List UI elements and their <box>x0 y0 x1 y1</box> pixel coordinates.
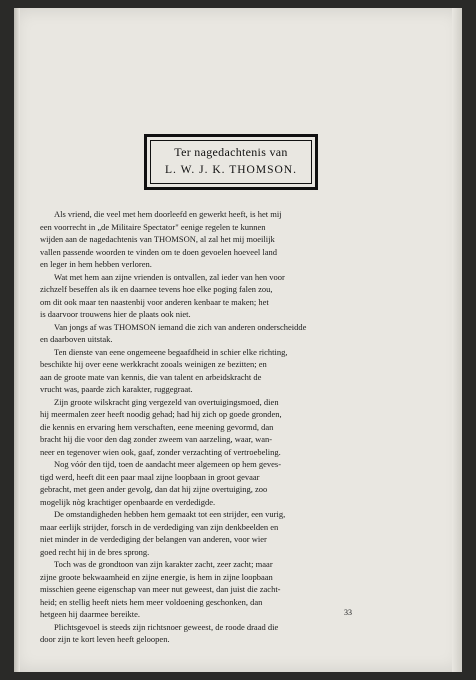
text-line: hij meermalen zeer heeft noodig gehad; had hij zich op goede gronden, <box>40 409 282 419</box>
text-line: wijden aan de nagedachtenis van THOMSON, al zal het mij moeilijk <box>40 234 275 244</box>
text-line: gebracht, met geen ander gevolg, dan dat hij zijne overtuiging, zoo <box>40 484 268 494</box>
text-line: Van jongs af was THOMSON iemand die zich van anderen onderscheidde <box>54 321 307 332</box>
text-line: zichzelf beseffen als ik en daarnee tevens hoe elke poging falen zou, <box>40 284 273 294</box>
text-line: Toch was de grondtoon van zijn karakter zacht, zeer zacht; maar <box>54 559 273 569</box>
page-number: 33 <box>344 608 352 617</box>
text-line: Nog vóór den tijd, toen de aandacht meer algemeen op hem geves- <box>54 459 282 469</box>
text-line: zijne groote bekwaamheid en zijne energie, is hem in zijne loopbaan <box>40 571 273 582</box>
text-line: vallen passende woorden te vinden om te doen gevoelen hoeveel land <box>40 246 277 257</box>
paragraph <box>40 508 388 558</box>
text-line: Wat met hem aan zijne vrienden is ontvallen, zal ieder van hen voor <box>54 271 285 282</box>
text-line: aan de groote mate van kennis, die van talent en arbeidskracht de <box>40 371 262 382</box>
title-inner-border <box>150 140 312 184</box>
paragraph <box>40 621 388 646</box>
text-line: en leger in hem hebben verloren. <box>40 259 152 269</box>
paragraph <box>40 396 388 459</box>
text-line: maar eerlijk strijder, forsch in de verdediging van zijn denkbeelden en <box>40 521 279 532</box>
text-line: Plichtsgevoel is steeds zijn richtsnoer geweest, de roode draad die <box>54 621 279 632</box>
paragraph <box>40 346 388 396</box>
paragraph <box>40 458 388 508</box>
text-line: Ten dienste van eene ongemeene begaafdheid in schier elke richting, <box>54 346 288 357</box>
page-fold-shadow <box>14 8 20 672</box>
text-line: hetgeen hij daarmee bereikte. <box>40 609 141 619</box>
title-line-2: L. W. J. K. THOMSON. <box>165 164 297 176</box>
text-line: is daarvoor trouwens hier de plaats ook niet. <box>40 309 191 319</box>
text-line: die kennis en ervaring hem verschaften, eene meening gevormd, dan <box>40 421 274 432</box>
text-line: goed recht hij in de bres sprong. <box>40 546 150 557</box>
text-line: beschikte hij over eene werkkracht zooals weinigen ze bezitten; en <box>40 359 267 369</box>
title-box <box>144 134 318 190</box>
text-line: tigd werd, heeft dit een paar maal zijne loopbaan in groot gevaar <box>40 471 260 482</box>
title-line-1: Ter nagedachtenis van <box>174 145 288 159</box>
paragraph <box>40 271 388 321</box>
text-line: een voorrecht in „de Militaire Spectator" eenige regelen te kunnen <box>40 221 266 232</box>
page-edge-shadow <box>452 8 462 672</box>
text-line: misschien geene eigenschap van meer nut geweest, dan juist die zacht- <box>40 584 281 594</box>
body-text <box>40 208 388 646</box>
text-line: om dit ook maar ten naastenbij voor anderen kenbaar te maken; het <box>40 296 269 307</box>
text-line: De omstandigheden hebben hem gemaakt tot een strijder, een vurig, <box>54 509 286 519</box>
text-line: mogelijk nòg krachtiger openbaarde en verdedigde. <box>40 496 216 507</box>
text-line: en daarboven uitstak. <box>40 334 113 344</box>
paragraph <box>40 558 388 621</box>
text-line: bracht hij die voor den dag zonder zweem van aarzeling, waar, wan- <box>40 434 273 444</box>
paragraph <box>40 321 388 346</box>
paragraph <box>40 208 388 271</box>
document-page <box>14 8 462 672</box>
text-line: heid; en stellig heeft niets hem meer voldoening geschonken, dan <box>40 596 263 607</box>
text-line: Als vriend, die veel met hem doorleefd en gewerkt heeft, is het mij <box>54 209 282 219</box>
text-line: niet minder in de verdediging der belangen van anderen, voor wier <box>40 534 267 544</box>
text-line: neer en tegenover wien ook, gaaf, zonder verzachting of vertroebeling. <box>40 446 281 457</box>
text-line: Zijn groote wilskracht ging vergezeld van overtuigingsmoed, dien <box>54 396 279 407</box>
text-line: door zijn te kort leven heeft geloopen. <box>40 634 170 644</box>
text-line: vrucht was, paarde zich karakter, ruggegraat. <box>40 384 193 394</box>
